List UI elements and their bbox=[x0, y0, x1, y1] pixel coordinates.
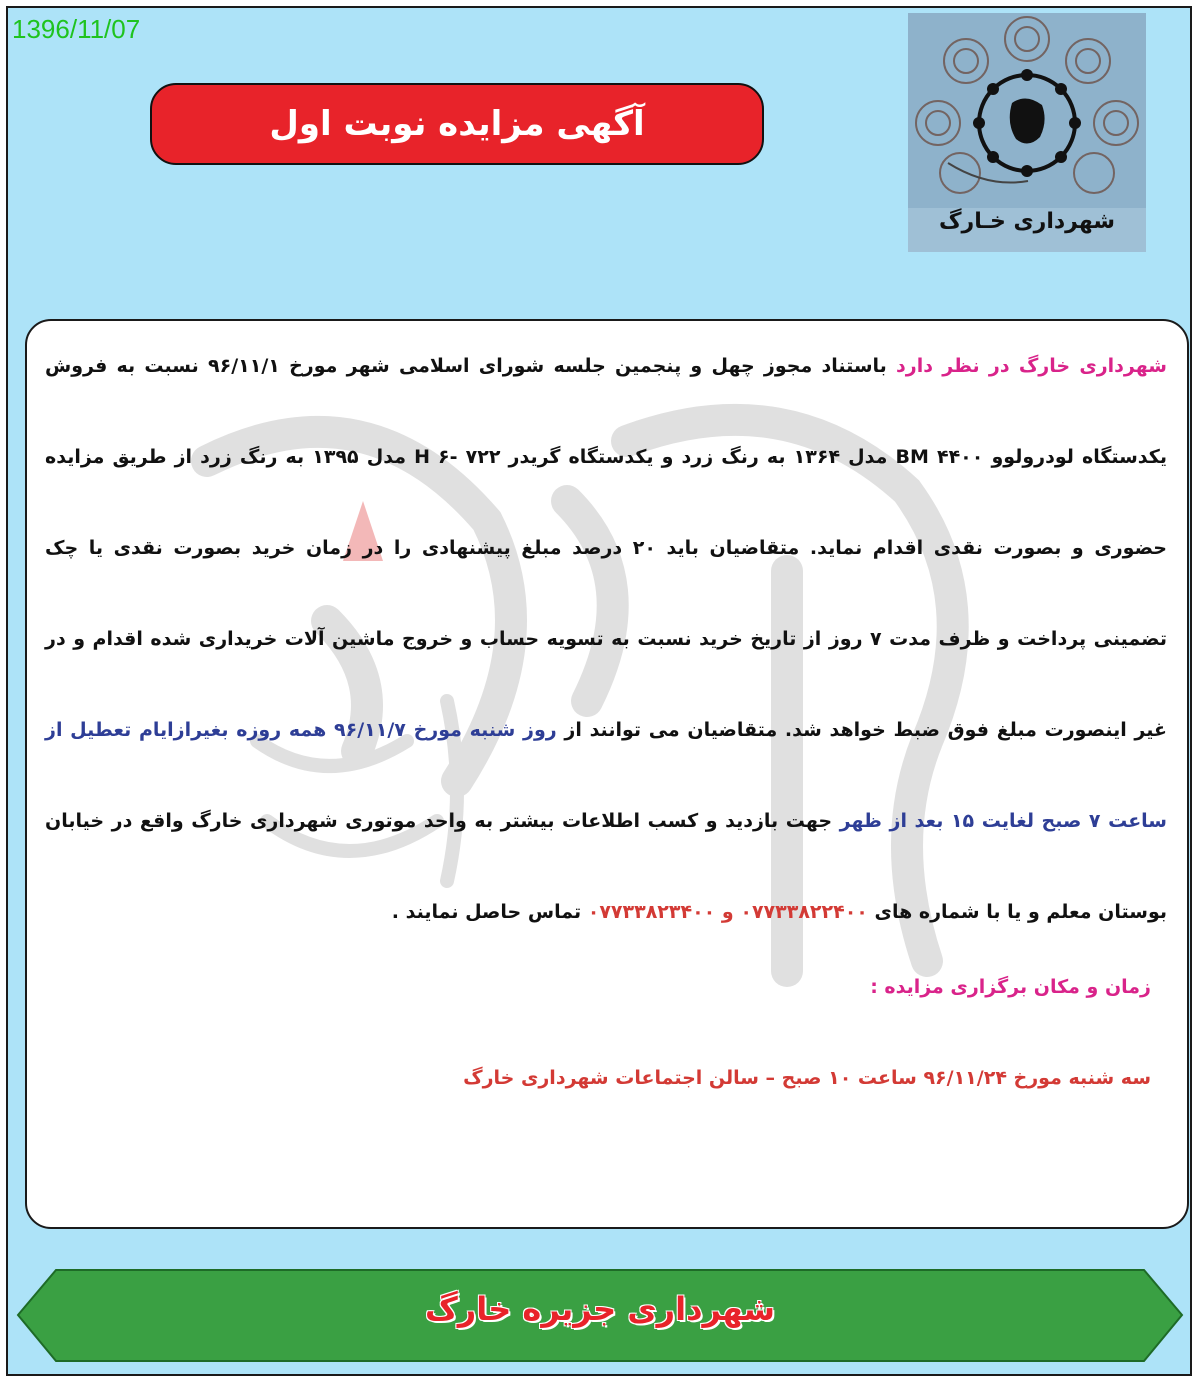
publish-date: 1396/11/07 bbox=[12, 14, 141, 44]
phone-numbers: ۰۷۷۳۳۸۲۲۴۰۰ و ۰۷۷۳۳۸۲۳۴۰۰ bbox=[587, 901, 868, 923]
title-banner bbox=[150, 83, 764, 165]
notice-paragraph bbox=[45, 321, 1167, 958]
auction-time-heading: زمان و مکان برگزاری مزایده : bbox=[870, 976, 1151, 998]
payment-text: بصورت نقدی اقدام نماید. متقاضیان باید ۲۰ درصد مبلغ پیشنهادی را در زمان خرید بصورت نقدی یا چک تضمینی پرداخت و ظرف مدت bbox=[45, 537, 1167, 650]
contact-prefix: اطلاعات بیشتر به واحد موتوری شهرداری خارگ واقع در خیابان بوستان معلم و یا با شماره های bbox=[45, 810, 1167, 923]
page-title: آگهی مزایده نوبت اول bbox=[269, 104, 645, 144]
footer-banner bbox=[16, 1268, 1184, 1363]
intro-text: باستناد مجوز چهل و پنجمین جلسه شورای اسلامی شهر مورخ ۹۶/۱۱/۱ نسبت به فروش bbox=[45, 355, 897, 377]
contact-closing: تماس حاصل نمایند . bbox=[391, 901, 582, 923]
visit-schedule-highlight: روز شنبه مورخ ۹۶/۱۱/۷ همه روزه بغیرازایام تعطیل از ساعت ۷ صبح لغایت ۱۵ بعد از ظهر bbox=[45, 719, 1167, 832]
visit-prefix: متقاضیان می توانند از bbox=[556, 719, 778, 741]
intro-highlight: شهرداری خارگ در نظر دارد bbox=[896, 355, 1167, 377]
logo-caption: شهرداری خـارگ bbox=[939, 209, 1115, 234]
municipality-logo bbox=[908, 13, 1146, 252]
equipment-text: یکدستگاه لودرولوو ۴۴۰۰ BM مدل ۱۳۶۴ به رنگ زرد و یکدستگاه گریدر H ۶- ۷۲۲ مدل ۱۳۹۵ به رنگ زرد از طریق مزایده حضوری و bbox=[45, 446, 1167, 559]
auction-time-details: سه شنبه مورخ ۹۶/۱۱/۲۴ ساعت ۱۰ صبح – سالن اجتماعات شهرداری خارگ bbox=[463, 1067, 1151, 1089]
visit-suffix: جهت بازدید و کسب bbox=[647, 810, 840, 832]
footer-label: شهرداری جزیره خارگ bbox=[425, 1290, 775, 1328]
settlement-text: ۷ روز از تاریخ خرید نسبت به تسویه حساب و خروج ماشین آلات خریداری شده اقدام و در غیر اینصورت مبلغ فوق ضبط خواهد شد. bbox=[45, 628, 1167, 741]
notice-body bbox=[25, 319, 1189, 1229]
